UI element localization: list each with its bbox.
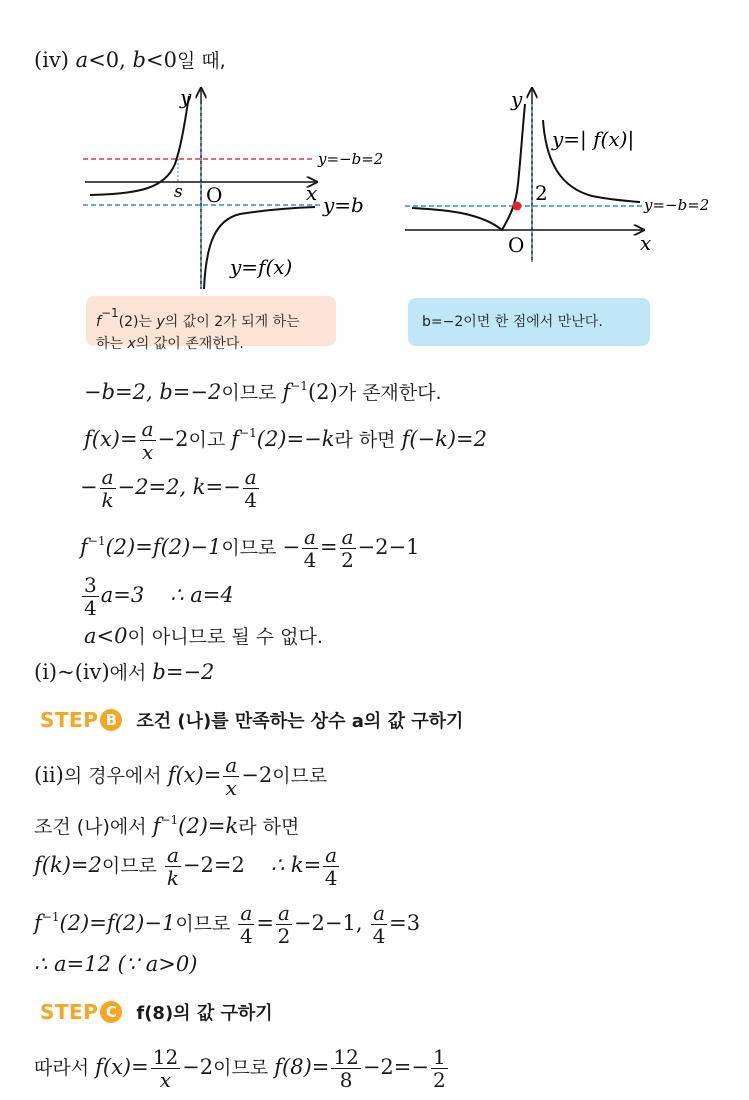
left-x-label: x bbox=[306, 181, 318, 205]
step-c-line: 따라서 f(x)= $\frac{12}{x}$ −2이므로 f(8)= $\frac{12}{8}$ −2=− $\frac{1}{2}$ bbox=[34, 1045, 446, 1092]
right-two-label: 2 bbox=[535, 181, 548, 205]
step-c-header: STEP C f(8)의 값 구하기 bbox=[40, 1000, 273, 1024]
case4-line-1: −b=2, b=−2이므로 $f^{-1}(2)$가 존재한다. bbox=[84, 379, 442, 404]
intersection-point bbox=[513, 202, 522, 211]
graph-left bbox=[80, 84, 400, 294]
left-y-label: y bbox=[180, 85, 192, 109]
case4-line-6: a<0이 아니므로 될 수 없다. bbox=[84, 624, 323, 648]
case4-line-4: $f^{-1}(2)=f(2)-1$이므로 − $\frac{a}{4}$ = $\frac{a}{2}$ −2−1 bbox=[80, 525, 420, 572]
left-s-label: s bbox=[174, 182, 183, 202]
case4-line-2: f(x)= $\frac{a}{x}$ −2이고 $f^{-1}(2)=-k$라 하면 f(−k)=2 bbox=[84, 417, 488, 464]
callout-left: $f^{-1}(2)$는 y의 값이 2가 되게 하는 하는 x의 값이 존재한다. bbox=[86, 296, 336, 346]
left-line-top-label: y=−b=2 bbox=[318, 150, 384, 168]
right-x-label: x bbox=[640, 231, 652, 255]
case4-line-3: − $\frac{a}{k}$ −2=2, k=− $\frac{a}{4}$ bbox=[80, 465, 258, 512]
step-b-line-5: ∴ a=12 (∵ a>0) bbox=[34, 952, 198, 976]
left-line-b-label: y=b bbox=[323, 193, 364, 217]
right-curve-branch-1 bbox=[412, 104, 525, 230]
cases-summary: (ⅰ)~(ⅳ)에서 b=−2 bbox=[34, 660, 215, 684]
step-c-badge: C bbox=[100, 1001, 122, 1023]
step-b-header: STEP B 조건 (나)를 만족하는 상수 a의 값 구하기 bbox=[40, 708, 464, 732]
right-origin-label: O bbox=[508, 233, 525, 257]
right-curve-label: y=| f(x)| bbox=[552, 127, 635, 151]
right-line-label: y=−b=2 bbox=[644, 196, 710, 214]
step-b-line-1: (ⅱ)의 경우에서 f(x)= $\frac{a}{x}$ −2이므로 bbox=[34, 753, 328, 800]
callout-right: b=−2이면 한 점에서 만난다. bbox=[408, 298, 650, 346]
case4-header: (ⅳ) a<0, b<0일 때, bbox=[34, 48, 226, 72]
left-curve-branch-1 bbox=[90, 96, 189, 195]
right-y-label: y bbox=[511, 87, 523, 111]
graph-right bbox=[402, 84, 742, 264]
left-curve-label: y=f(x) bbox=[230, 255, 293, 279]
step-b-badge: B bbox=[100, 709, 122, 731]
step-b-line-2: 조건 (나)에서 $f^{-1}(2)=k$라 하면 bbox=[34, 813, 300, 838]
step-b-line-3: f(k)=2이므로 $\frac{a}{k}$ −2=2 ∴ k= $\frac{a}{4}$ bbox=[34, 843, 338, 890]
left-origin-label: O bbox=[206, 183, 223, 207]
case4-line-5: $\frac{3}{4}$ a=3 ∴ a=4 bbox=[84, 573, 234, 620]
step-b-line-4: $f^{-1}(2)=f(2)-1$이므로 $\frac{a}{4}$ = $\frac{a}{2}$ −2−1, $\frac{a}{4}$ =3 bbox=[34, 901, 421, 948]
